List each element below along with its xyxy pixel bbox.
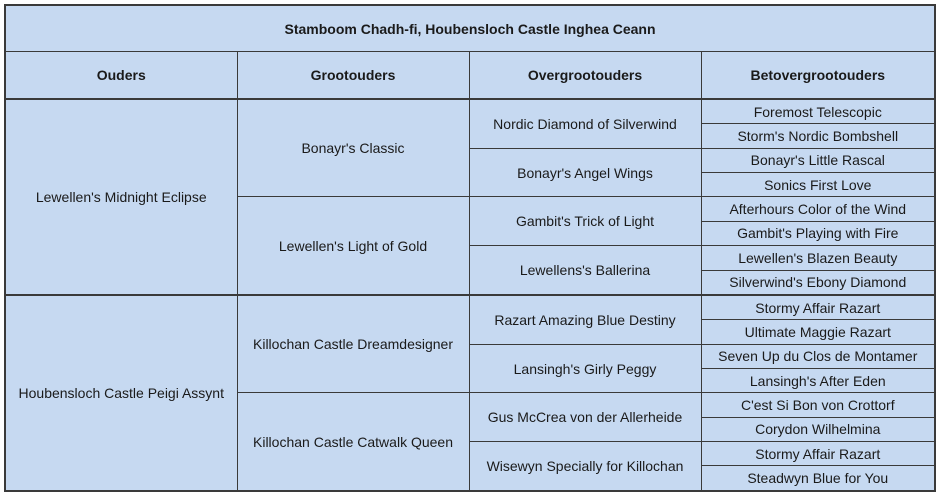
great-grandparent-1: Nordic Diamond of Silverwind	[469, 99, 701, 148]
great-grandparent-3: Gambit's Trick of Light	[469, 197, 701, 246]
parent-sire: Lewellen's Midnight Eclipse	[5, 99, 237, 295]
great-great-grandparent-5: Afterhours Color of the Wind	[701, 197, 935, 221]
great-grandparent-5: Razart Amazing Blue Destiny	[469, 295, 701, 344]
great-great-grandparent-3: Bonayr's Little Rascal	[701, 148, 935, 172]
great-grandparent-6: Lansingh's Girly Peggy	[469, 344, 701, 393]
great-great-grandparent-4: Sonics First Love	[701, 173, 935, 197]
great-great-grandparent-7: Lewellen's Blazen Beauty	[701, 246, 935, 270]
column-header-great-grandparents: Overgrootouders	[469, 52, 701, 100]
great-great-grandparent-2: Storm's Nordic Bombshell	[701, 124, 935, 148]
great-great-grandparent-6: Gambit's Playing with Fire	[701, 221, 935, 245]
grandparent-1: Bonayr's Classic	[237, 99, 469, 197]
grandparent-2: Lewellen's Light of Gold	[237, 197, 469, 295]
column-header-grandparents: Grootouders	[237, 52, 469, 100]
great-grandparent-2: Bonayr's Angel Wings	[469, 148, 701, 197]
parent-dam: Houbensloch Castle Peigi Assynt	[5, 295, 237, 491]
great-great-grandparent-13: C'est Si Bon von Crottorf	[701, 393, 935, 417]
great-great-grandparent-16: Steadwyn Blue for You	[701, 466, 935, 491]
grandparent-4: Killochan Castle Catwalk Queen	[237, 393, 469, 491]
pedigree-title: Stamboom Chadh-fi, Houbensloch Castle Inghea Ceann	[5, 5, 935, 52]
great-great-grandparent-1: Foremost Telescopic	[701, 99, 935, 124]
great-great-grandparent-11: Seven Up du Clos de Montamer	[701, 344, 935, 368]
great-great-grandparent-10: Ultimate Maggie Razart	[701, 320, 935, 344]
great-great-grandparent-9: Stormy Affair Razart	[701, 295, 935, 320]
column-header-great-great-grandparents: Betovergrootouders	[701, 52, 935, 100]
great-great-grandparent-12: Lansingh's After Eden	[701, 369, 935, 393]
great-great-grandparent-14: Corydon Wilhelmina	[701, 417, 935, 441]
column-header-parents: Ouders	[5, 52, 237, 100]
great-great-grandparent-8: Silverwind's Ebony Diamond	[701, 270, 935, 295]
pedigree-table	[4, 4, 936, 492]
great-grandparent-4: Lewellens's Ballerina	[469, 246, 701, 295]
great-grandparent-7: Gus McCrea von der Allerheide	[469, 393, 701, 442]
great-grandparent-8: Wisewyn Specially for Killochan	[469, 442, 701, 491]
grandparent-3: Killochan Castle Dreamdesigner	[237, 295, 469, 393]
great-great-grandparent-15: Stormy Affair Razart	[701, 442, 935, 466]
